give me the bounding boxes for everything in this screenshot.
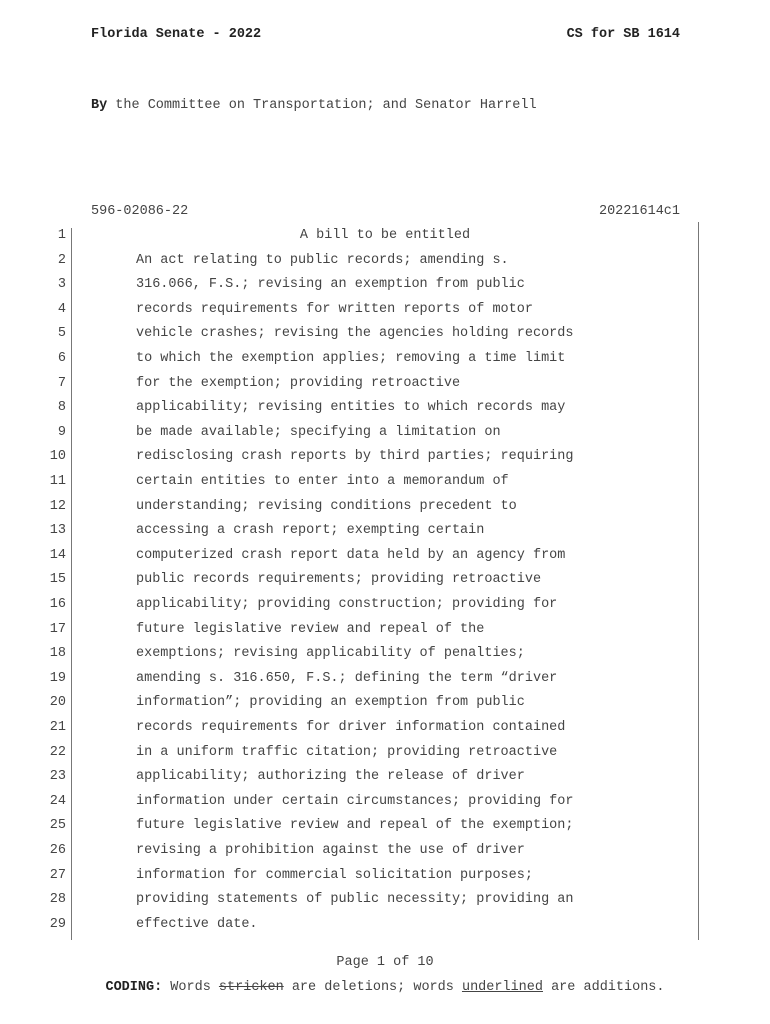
coding-label: CODING: [105,980,163,995]
bill-line [0,646,770,671]
bill-line [0,597,770,622]
bill-line [0,843,770,868]
line-number: 7 [57,375,66,391]
line-number: 17 [49,621,66,637]
bill-line [0,548,770,573]
line-number: 11 [49,474,66,489]
line-text: providing statements of public necessity; providing an [136,892,574,908]
line-text: in a uniform traffic citation; providing retroactive [136,744,558,760]
line-text: A bill to be entitled [299,228,471,243]
coding-legend [0,980,770,995]
page-indicator: Page 1 of 10 [336,955,434,970]
line-text: applicability; revising entities to which records may [136,400,566,416]
line-number: 22 [49,744,66,760]
line-text: exemptions; revising applicability of penalties; [136,646,525,662]
line-number: 15 [49,572,66,588]
document-code: 20221614c1 [598,204,680,219]
sponsor-prefix: By [91,98,108,113]
bill-line [0,351,770,376]
bill-line [0,794,770,819]
bill-line [0,818,770,843]
line-number: 19 [49,670,66,686]
document-number: 596-02086-22 [91,204,189,219]
line-text: information under certain circumstances; providing for [136,793,574,809]
line-text: amending s. 316.650, F.S.; defining the term “driver [136,670,558,686]
line-number: 13 [49,523,66,539]
line-number: 16 [49,597,66,612]
bill-line [0,499,770,524]
sponsor-text: the Committee on Transportation; and Senator Harrell [107,98,537,113]
bill-line [0,326,770,351]
bill-line [0,695,770,720]
line-text: revising a prohibition against the use of driver [136,843,525,858]
line-text: An act relating to public records; amending s. [136,252,509,268]
line-number: 24 [49,793,66,809]
bill-line [0,376,770,401]
bill-line [0,572,770,597]
line-text: vehicle crashes; revising the agencies holding records [136,326,574,342]
bill-line [0,400,770,425]
line-number: 2 [57,252,66,268]
bill-line [0,523,770,548]
line-number: 29 [49,916,66,932]
line-text: applicability; providing construction; providing for [136,597,558,612]
line-number: 27 [49,867,66,883]
line-text: be made available; specifying a limitation on [136,424,501,440]
bill-line [0,671,770,696]
header-chamber-year: Florida Senate - 2022 [91,27,262,42]
line-text: future legislative review and repeal of the [136,621,485,637]
line-text: for the exemption; providing retroactive [136,375,461,391]
line-number: 12 [49,498,66,514]
line-number: 9 [57,424,66,440]
line-number: 4 [57,301,66,317]
line-text: certain entities to enter into a memorandum of [136,474,509,489]
bill-line [0,917,770,942]
bill-line [0,425,770,450]
line-text: to which the exemption applies; removing a time limit [136,351,566,366]
bill-line [0,277,770,302]
line-number: 6 [57,351,66,366]
bill-line [0,745,770,770]
line-text: future legislative review and repeal of the exemption; [136,818,574,834]
line-text: records requirements for driver information contained [136,720,566,735]
line-number: 20 [49,695,66,711]
coding-mid: are deletions; words [283,980,462,995]
line-text: understanding; revising conditions precedent to [136,498,517,514]
line-number: 21 [49,720,66,735]
line-number: 3 [57,277,66,293]
line-text: 316.066, F.S.; revising an exemption from public [136,277,525,293]
line-number: 25 [49,818,66,834]
bill-line [0,868,770,893]
header-bill-number: CS for SB 1614 [566,27,680,42]
bill-line [0,253,770,278]
line-text: information”; providing an exemption from public [136,695,525,711]
bill-line [0,302,770,327]
line-number: 23 [49,769,66,785]
bill-line [0,622,770,647]
bill-line [0,228,770,253]
line-text: applicability; authorizing the release of driver [136,769,525,785]
line-text: accessing a crash report; exempting certain [136,523,485,539]
line-text: information for commercial solicitation purposes; [136,867,533,883]
line-number: 18 [49,646,66,662]
coding-words: Words [162,980,219,995]
line-text: public records requirements; providing retroactive [136,572,542,588]
bill-sponsor [91,98,537,113]
coding-stricken: stricken [218,980,284,995]
line-text: effective date. [136,916,258,932]
line-text: records requirements for written reports of motor [136,301,533,317]
line-number: 5 [57,326,66,342]
line-number: 28 [49,892,66,908]
coding-end: are additions. [542,980,665,995]
bill-line [0,769,770,794]
bill-line [0,449,770,474]
bill-line [0,720,770,745]
line-number: 1 [57,228,66,243]
coding-underlined: underlined [461,980,543,995]
line-text: redisclosing crash reports by third parties; requiring [136,449,574,465]
bill-line [0,474,770,499]
bill-line [0,892,770,917]
line-number: 26 [49,843,66,858]
line-text: computerized crash report data held by an agency from [136,547,566,563]
line-number: 8 [57,400,66,416]
line-number: 14 [49,547,66,563]
line-number: 10 [49,449,66,465]
